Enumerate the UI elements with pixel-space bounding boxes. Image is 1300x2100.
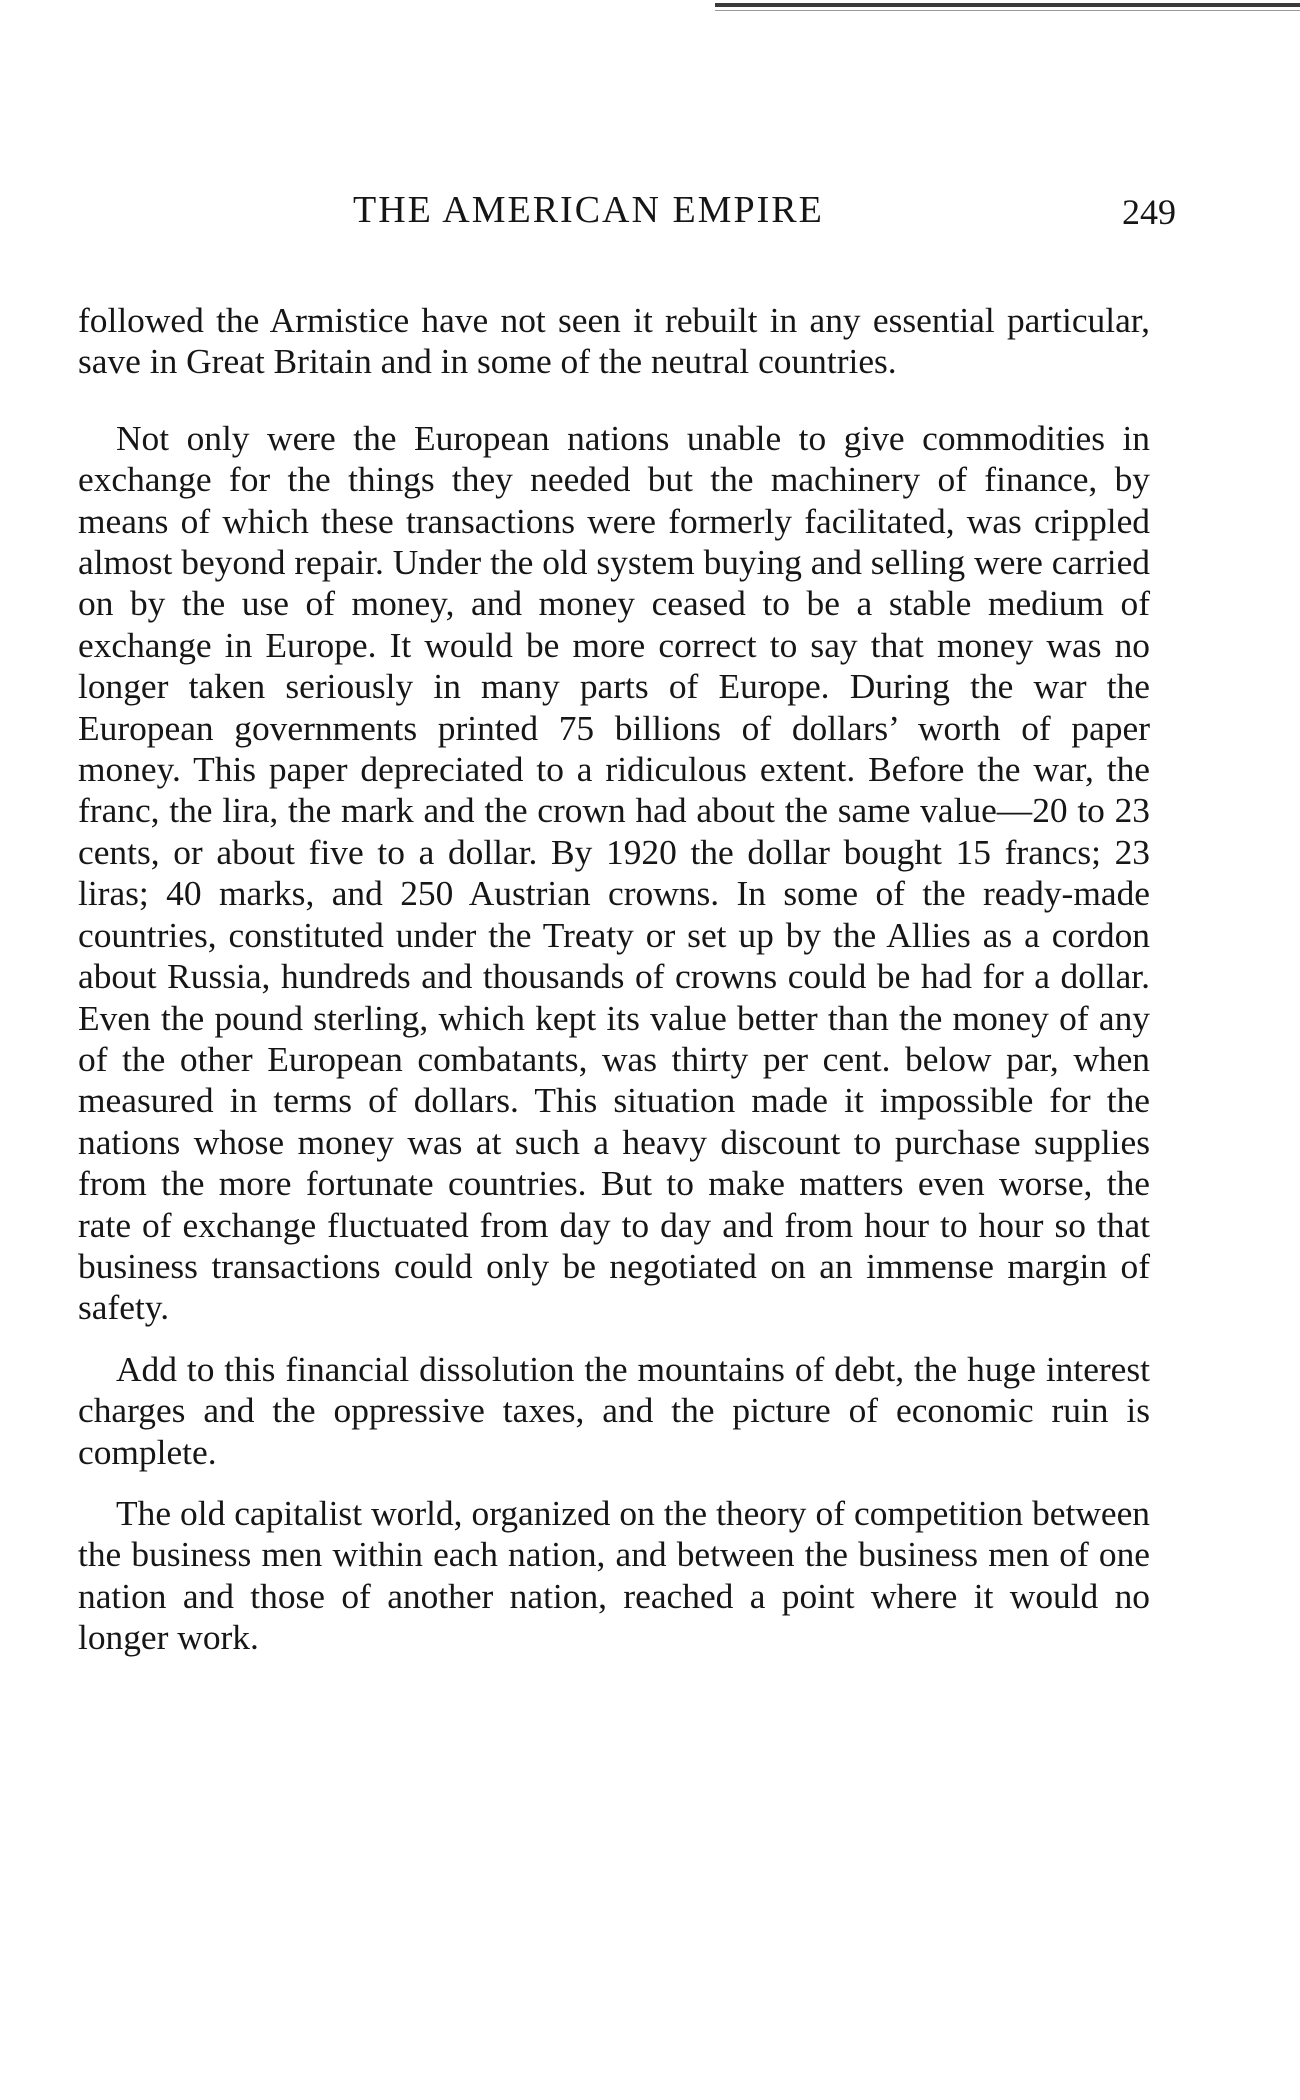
paragraph-debt: Add to this financial dissolution the mountains of debt, the huge interest charges and the oppressive taxes, and the picture of economic ruin is complete. bbox=[78, 1348, 1150, 1472]
paragraph-capitalist-world: The old capitalist world, organized on the theory of competition between the business men within each nation, and between the business men of one nation and those of another nation, reached a point where it would no longer work. bbox=[78, 1492, 1150, 1658]
paragraph-continued: followed the Armistice have not seen it rebuilt in any essential particular, save in Great Britain and in some of the neutral countries. bbox=[78, 300, 1150, 382]
top-edge-rule bbox=[715, 3, 1300, 7]
running-head bbox=[0, 188, 1300, 248]
body-text bbox=[78, 300, 1150, 1960]
running-title: THE AMERICAN EMPIRE bbox=[353, 189, 824, 231]
paragraph-finance: Not only were the European nations unable to give commodities in exchange for the things they needed but the machinery of finance, by means of which these transactions were formerly facilitated, was crippled almost beyond repair. Under the old system buying and selling were carried on by the use of money, and money ceased to be a stable medium of exchange in Europe. It would be more correct to say that money was no longer taken seriously in many parts of Europe. During the war the European governments printed 75 billions of dollars’ worth of paper money. This paper depreciated to a ridiculous extent. Before the war, the franc, the lira, the mark and the crown had about the same value—20 to 23 cents, or about five to a dollar. By 1920 the dollar bought 15 francs; 23 liras; 40 marks, and 250 Austrian crowns. In some of the ready-made countries, constituted under the Treaty or set up by the Allies as a cordon about Russia, hundreds and thousands of crowns could be had for a dollar. Even the pound sterling, which kept its value better than the money of any of the other European combatants, was thirty per cent. below par, when measured in terms of dollars. This situation made it impossible for the nations whose money was at such a heavy discount to purchase supplies from the more fortunate countries. But to make matters even worse, the rate of exchange fluctuated from day to day and from hour to hour so that business transactions could only be negotiated on an immense margin of safety. bbox=[78, 417, 1150, 1328]
page-number: 249 bbox=[1122, 192, 1176, 232]
top-edge-rule-thin bbox=[715, 10, 1300, 11]
